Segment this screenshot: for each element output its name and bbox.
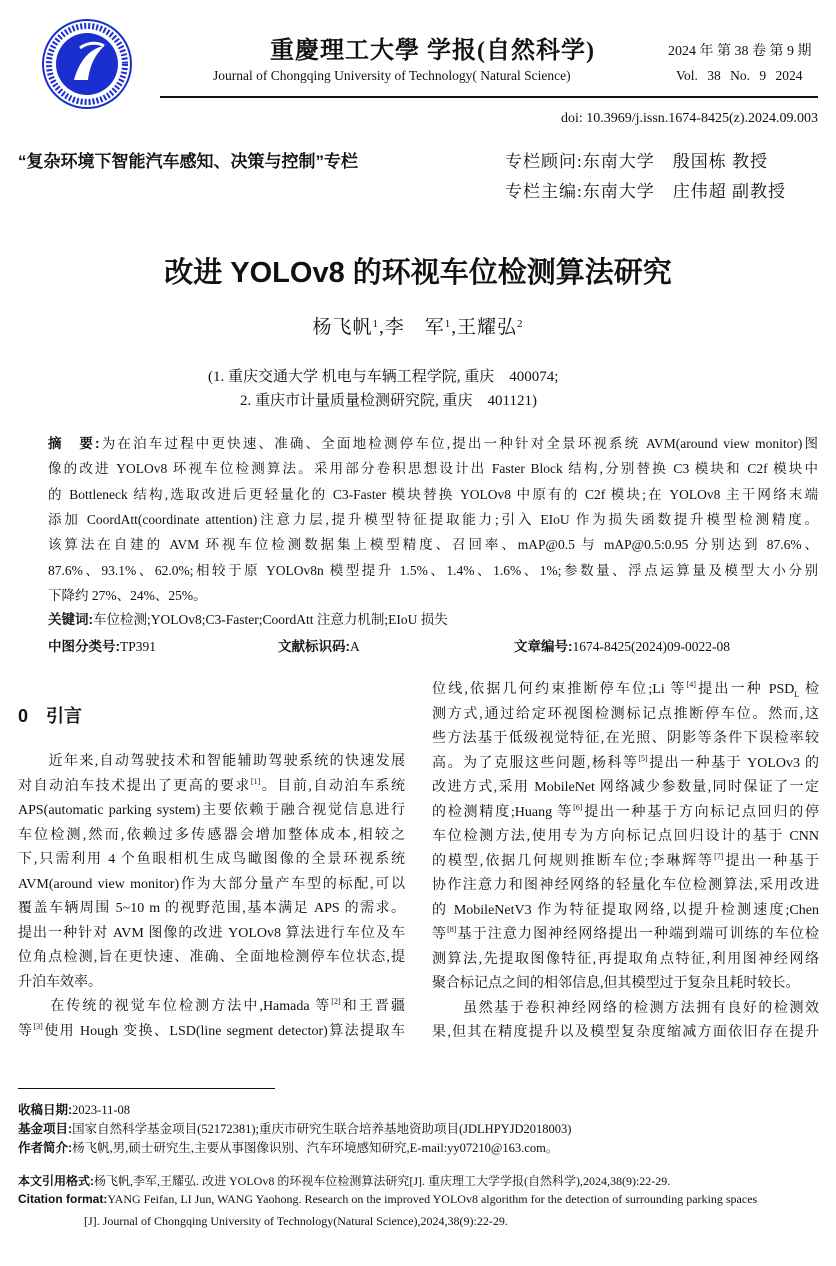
text-run: 高。为了克服这些问题,杨科等 <box>432 755 639 771</box>
author-affiliation-mark: 2 <box>517 318 524 330</box>
abstract-text: 下降约 27%、24%、25%。 <box>48 587 207 603</box>
journal-title-cn: 重慶理工大學 学报(自然科学) <box>270 38 595 64</box>
paragraph-line <box>432 1023 819 1043</box>
citation-reference[interactable]: [4] <box>686 680 696 689</box>
text-run: 等 <box>18 1023 34 1039</box>
text-run: AVM(around view monitor)作为大部分量产车型的标配,可以 <box>18 876 405 892</box>
paragraph-line <box>18 826 405 846</box>
paragraph-line <box>432 999 819 1019</box>
citation-en-label: Citation format: <box>18 1192 108 1206</box>
text-run: 提出一种基于方向标记点回归的停 <box>582 804 819 820</box>
text-run: 提出一种 PSD <box>695 682 795 697</box>
affiliation: 2. 重庆市计量质量检测研究院, 重庆 401121) <box>240 393 537 409</box>
citation-en-line: YANG Feifan, LI Jun, WANG Yaohong. Research on the improved YOLOv8 algorithm for the detection of surrounding parking spaces <box>107 1192 758 1206</box>
header-rule <box>160 96 818 98</box>
text-run: 提出一种基于 YOLOv3 的 <box>647 755 820 771</box>
abstract-line <box>48 510 818 530</box>
text-run: 对自动泊车技术提出了更高的要求 <box>18 778 251 794</box>
paragraph-line <box>432 852 819 872</box>
author-affiliation-mark: 1 <box>444 318 452 330</box>
abstract-line <box>48 485 818 505</box>
clc-number <box>48 635 156 655</box>
article-number <box>514 635 730 655</box>
paragraph-line <box>18 973 405 993</box>
abstract-line <box>48 459 818 479</box>
column-advisor: 专栏顾问:东南大学 殷国栋 教授 <box>505 152 768 171</box>
clc-label: 中图分类号: <box>48 639 120 654</box>
author-name: 李 军 <box>384 317 445 338</box>
text-run: 协作注意力和图神经网络的轻量化车位检测算法,采用改进 <box>432 878 819 893</box>
section-title: 引言 <box>46 706 83 726</box>
received-label: 收稿日期: <box>18 1103 73 1117</box>
paragraph-line <box>432 925 819 945</box>
paragraph-line <box>432 729 819 749</box>
keywords <box>48 610 818 630</box>
column-title: “复杂环境下智能汽车感知、决策与控制”专栏 <box>18 152 358 171</box>
paragraph-line <box>432 950 819 970</box>
author-bio <box>18 1138 558 1156</box>
text-run: 等 <box>432 927 448 942</box>
abstract-label: 摘 要: <box>48 436 100 451</box>
text-run: APS(automatic parking system)主要依赖于融合视觉信息进行 <box>18 803 405 818</box>
paragraph-line <box>432 680 819 700</box>
citation-reference[interactable]: [6] <box>573 802 583 812</box>
text-run: 提出一种针对 AVM 图像的改进 YOLOv8 算法进行车位及车 <box>18 925 405 941</box>
abstract-text: 为在泊车过程中更快速、准确、全面地检测停车位,提出一种针对全景环视系统 AVM(around view monitor)图 <box>99 436 819 451</box>
author-bio-value: 杨飞帆,男,硕士研究生,主要从事图像识别、汽车环境感知研究,E-mail:yy07210@163.com。 <box>72 1141 559 1155</box>
citation-reference[interactable]: [3] <box>33 1021 43 1031</box>
text-run: 升泊车效率。 <box>18 974 102 990</box>
journal-title-en: Journal of Chongqing University of Technology( Natural Science) <box>213 68 571 83</box>
text-run: 些方法基于低级视觉特征,在光照、阴影等条件下误检率较 <box>432 731 819 746</box>
citation-reference[interactable]: [7] <box>714 851 724 861</box>
fund-label: 基金项目: <box>18 1122 73 1136</box>
paragraph-line <box>18 752 405 772</box>
abstract-text: 像的改进 YOLOv8 环视车位检测算法。采用部分卷积思想设计出 Faster Block 结构,分别替换 C3 模块和 C2f 模块中 <box>48 461 818 477</box>
clc-value: TP391 <box>120 639 157 654</box>
paragraph-line <box>432 754 819 774</box>
paragraph-line <box>18 777 405 797</box>
text-run: 虽然基于卷积神经网络的检测方法拥有良好的检测效 <box>432 1000 819 1016</box>
article-title: 改进 YOLOv8 的环视车位检测算法研究 <box>164 257 672 289</box>
paragraph-line <box>18 948 405 968</box>
abstract-text: 87.6%、93.1%、62.0%;相较于原 YOLOv8n 模型提升 1.5%、1.4%、1.6%、1%;参数量、浮点运算量及模型大小分别 <box>48 562 818 578</box>
text-run: 的检测精度;Huang 等 <box>432 804 574 820</box>
text-run: 使用 Hough 变换、LSD(line segment detector)算法提取车 <box>42 1023 406 1039</box>
text-run: 。目前,自动泊车系统 <box>260 778 406 794</box>
text-run: 果,但其在精度提升以及模型复杂度缩减方面依旧存在提升 <box>432 1025 819 1040</box>
text-run: 改进方式,采用 MobileNet 网络减少参数量,同时保证了一定 <box>432 780 819 795</box>
paragraph-line <box>432 876 819 896</box>
paragraph-line <box>432 827 819 847</box>
paragraph-line <box>18 850 405 870</box>
column-editor: 专栏主编:东南大学 庄伟超 副教授 <box>505 182 786 201</box>
abstract-text: 的 Bottleneck 结构,选取改进后更轻量化的 C3-Faster 模块替换 YOLOv8 中原有的 C2f 模块;在 YOLOv8 主干网络末端 <box>48 486 818 502</box>
keywords-label: 关键词: <box>48 612 93 627</box>
author-bio-label: 作者简介: <box>18 1141 73 1155</box>
text-run: 在传统的视觉车位检测方法中,Hamada 等 <box>18 999 332 1014</box>
abstract-line <box>48 561 818 581</box>
section-heading <box>18 702 82 728</box>
text-run: 检 <box>799 682 819 697</box>
text-run: 聚合标记点之间的相邻信息,但其模型过于复杂且耗时较长。 <box>432 976 800 991</box>
author-name: 杨飞帆 <box>312 317 373 338</box>
citation-reference[interactable]: [5] <box>638 753 648 763</box>
text-run: 车位检测方法,使用专为方向标记点回归设计的基于 CNN <box>432 829 819 844</box>
doc-code-value: A <box>350 639 360 654</box>
issue-info-cn: 2024 年 第 38 卷 第 9 期 <box>668 44 812 59</box>
text-run: 覆盖车辆周围 5~10 m 的视野范围,基本满足 APS 的需求。 <box>18 901 405 916</box>
keywords-text: 车位检测;YOLOv8;C3-Faster;CoordAtt 注意力机制;EIoU 损失 <box>93 612 448 627</box>
doc-code-label: 文献标识码: <box>278 639 350 654</box>
citation-cn-value: 杨飞帆,李军,王耀弘. 改进 YOLOv8 的环视车位检测算法研究[J]. 重庆理工大学学报(自然科学),2024,38(9):22-29. <box>94 1174 671 1188</box>
author-list: 杨飞帆$^1$,李 军$^1$,王耀弘$^2$ <box>312 317 524 338</box>
issue-info-en: Vol. 38 No. 9 2024 <box>676 68 803 83</box>
text-run: 基于注意力图神经网络提出一种端到端可训练的车位检 <box>456 927 820 942</box>
affiliation: (1. 重庆交通大学 机电与车辆工程学院, 重庆 400074; <box>208 369 559 385</box>
paragraph-line <box>18 924 405 944</box>
text-run: 测方式,通过给定环视图检测标记点推断停车位。然而,这 <box>432 706 819 722</box>
received-value: 2023-11-08 <box>72 1103 131 1117</box>
paragraph-line <box>18 997 405 1017</box>
author-affiliation-mark: 1 <box>372 318 379 330</box>
citation-cn <box>18 1172 670 1189</box>
paragraph-line <box>432 974 819 994</box>
doi[interactable]: doi: 10.3969/j.issn.1674-8425(z).2024.09.003 <box>560 111 818 126</box>
paragraph-line <box>18 875 405 895</box>
text-run: 位线,依据几何约束推断停车位;Li 等 <box>432 682 687 697</box>
paragraph-line <box>432 778 819 798</box>
citation-reference[interactable]: [1] <box>250 776 261 786</box>
article-number-label: 文章编号: <box>514 639 573 654</box>
abstract-line <box>48 434 818 454</box>
text-run: 的模型,依据几何规则推断车位;李琳辉等 <box>432 853 715 869</box>
university-logo <box>40 18 134 110</box>
fund-value: 国家自然科学基金项目(52172381);重庆市研究生联合培养基地资助项目(JDLHPYJD2018003) <box>72 1122 572 1136</box>
paragraph-line <box>432 803 819 823</box>
footnote-rule <box>18 1088 275 1089</box>
paragraph-line <box>18 1022 405 1042</box>
citation-cn-label: 本文引用格式: <box>18 1174 94 1188</box>
document-code <box>278 635 360 655</box>
citation-en <box>18 1192 757 1207</box>
abstract-text: 添加 CoordAtt(coordinate attention)注意力层,提升模型特征提取能力;引入 EIoU 作为损失函数提升模型检测精度。 <box>48 511 818 527</box>
abstract-text: 该算法在自建的 AVM 环视车位检测数据集上模型精度、召回率、mAP@0.5 与 mAP@0.5:0.95 分别达到 87.6%、 <box>48 537 818 553</box>
citation-en-continued: [J]. Journal of Chongqing University of Technology(Natural Science),2024,38(9):22-29. <box>84 1214 508 1228</box>
author-name: 王耀弘 <box>457 317 518 338</box>
text-run: 下,只需利用 4 个鱼眼相机生成鸟瞰图像的全景环视系统 <box>18 852 405 867</box>
text-run: 测算法,先提取图像特征,再提取角点特征,利用图神经网络 <box>432 951 819 967</box>
text-run: 车位检测,然而,依赖过多传感器会增加整体成本,相较之 <box>18 827 405 843</box>
abstract-line <box>48 535 818 555</box>
citation-reference[interactable]: [2] <box>331 997 341 1006</box>
subscript: L <box>794 689 800 699</box>
citation-reference[interactable]: [8] <box>447 925 457 934</box>
text-run: 提出一种基于 <box>723 853 820 869</box>
paragraph-line <box>18 801 405 821</box>
paragraph-line <box>432 705 819 725</box>
article-number-value: 1674-8425(2024)09-0022-08 <box>572 639 730 654</box>
text-run: 的 MobileNetV3 作为特征提取网络,以提升检测速度;Chen <box>432 902 819 918</box>
text-run: 和王晋疆 <box>340 999 406 1014</box>
paragraph-line <box>432 901 819 921</box>
abstract-line <box>48 586 818 606</box>
received-date <box>18 1100 130 1118</box>
fund-info <box>18 1119 571 1137</box>
paragraph-line <box>18 899 405 919</box>
text-run: 近年来,自动驾驶技术和智能辅助驾驶系统的快速发展 <box>18 754 405 769</box>
section-number: 0 <box>18 706 29 726</box>
text-run: 位角点检测,旨在更快速、准确、全面地检测停车位状态,提 <box>18 950 405 965</box>
